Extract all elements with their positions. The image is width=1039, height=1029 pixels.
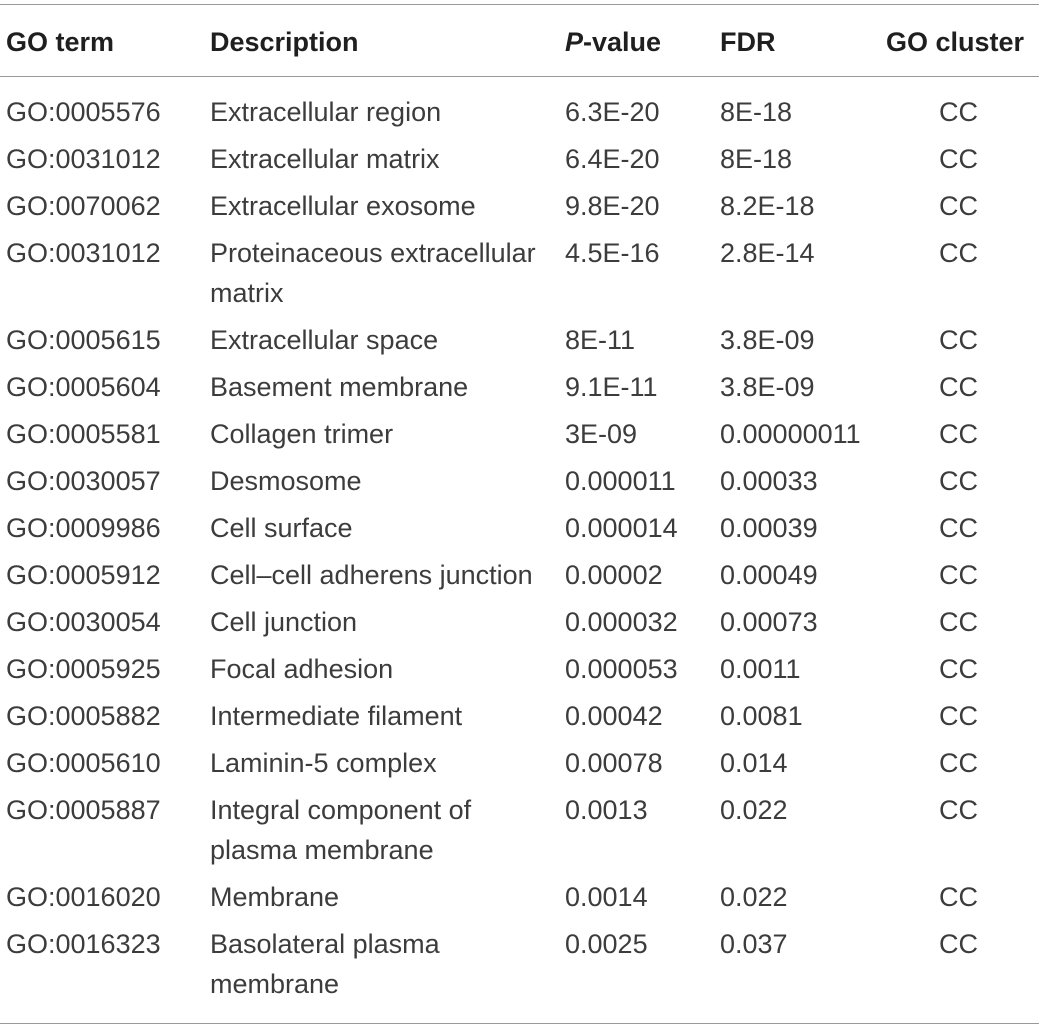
description-line: Basement membrane bbox=[210, 372, 469, 402]
fdr-cell: 8.2E-18 bbox=[720, 191, 815, 221]
table-row bbox=[0, 696, 1039, 736]
fdr-cell: 0.022 bbox=[720, 795, 788, 825]
description-line: Proteinaceous extracellular bbox=[210, 238, 536, 268]
header-go-cluster: GO cluster bbox=[886, 27, 1025, 57]
go-cluster-cell: CC bbox=[939, 607, 978, 637]
fdr-cell: 0.022 bbox=[720, 882, 788, 912]
description-line: Integral component of bbox=[210, 795, 472, 825]
go-cluster-cell: CC bbox=[939, 466, 978, 496]
go-cluster-cell: CC bbox=[939, 701, 978, 731]
description-cell bbox=[210, 696, 462, 736]
p-value-cell: 9.1E-11 bbox=[565, 372, 658, 402]
go-term-cell: GO:0016323 bbox=[6, 929, 161, 959]
table-row bbox=[0, 790, 1039, 870]
p-value-cell: 6.3E-20 bbox=[565, 97, 660, 127]
p-value-cell: 0.000032 bbox=[565, 607, 678, 637]
header-fdr: FDR bbox=[720, 27, 776, 57]
description-line: membrane bbox=[210, 969, 340, 999]
description-line: Extracellular exosome bbox=[210, 191, 476, 221]
description-cell bbox=[210, 877, 339, 917]
table-row bbox=[0, 233, 1039, 313]
description-cell bbox=[210, 414, 393, 454]
header-go-term: GO term bbox=[6, 27, 115, 57]
go-cluster-cell: CC bbox=[939, 882, 978, 912]
table-row bbox=[0, 877, 1039, 917]
p-value-cell: 0.00078 bbox=[565, 748, 663, 778]
fdr-cell: 0.00033 bbox=[720, 466, 818, 496]
go-term-cell: GO:0005610 bbox=[6, 748, 161, 778]
go-term-cell: GO:0009986 bbox=[6, 513, 161, 543]
table-row bbox=[0, 461, 1039, 501]
go-term-cell: GO:0005925 bbox=[6, 654, 161, 684]
go-term-cell: GO:0030054 bbox=[6, 607, 161, 637]
table-row bbox=[0, 508, 1039, 548]
p-value-cell: 0.0025 bbox=[565, 929, 648, 959]
table-row bbox=[0, 186, 1039, 226]
description-line: Laminin-5 complex bbox=[210, 748, 437, 778]
go-cluster-cell: CC bbox=[939, 144, 978, 174]
fdr-cell: 0.00000011 bbox=[720, 419, 861, 449]
description-cell bbox=[210, 233, 536, 313]
description-cell bbox=[210, 461, 362, 501]
header-p-value-rest: -value bbox=[583, 27, 662, 57]
description-cell bbox=[210, 186, 476, 226]
p-value-cell: 0.0013 bbox=[565, 795, 648, 825]
description-line: Focal adhesion bbox=[210, 654, 394, 684]
fdr-cell: 0.0011 bbox=[720, 654, 801, 684]
fdr-cell: 0.037 bbox=[720, 929, 788, 959]
p-value-cell: 0.00002 bbox=[565, 560, 663, 590]
description-line: Membrane bbox=[210, 882, 340, 912]
go-cluster-cell: CC bbox=[939, 748, 978, 778]
description-cell bbox=[210, 924, 440, 1004]
fdr-cell: 0.0081 bbox=[720, 701, 803, 731]
description-cell bbox=[210, 649, 393, 689]
go-cluster-cell: CC bbox=[939, 513, 978, 543]
description-line: Cell junction bbox=[210, 607, 358, 637]
description-line: Cell–cell adherens junction bbox=[210, 560, 533, 590]
description-line: Basolateral plasma bbox=[210, 929, 440, 959]
table-row bbox=[0, 555, 1039, 595]
table-row bbox=[0, 320, 1039, 360]
table-header-row bbox=[0, 0, 1039, 76]
go-term-cell: GO:0005615 bbox=[6, 325, 161, 355]
description-line: Desmosome bbox=[210, 466, 362, 496]
description-line: Cell surface bbox=[210, 513, 353, 543]
fdr-cell: 3.8E-09 bbox=[720, 325, 815, 355]
header-description: Description bbox=[210, 27, 359, 57]
description-line: matrix bbox=[210, 278, 284, 308]
p-value-cell: 9.8E-20 bbox=[565, 191, 660, 221]
fdr-cell: 0.00049 bbox=[720, 560, 818, 590]
description-line: Extracellular region bbox=[210, 97, 442, 127]
description-cell bbox=[210, 508, 353, 548]
fdr-cell: 8E-18 bbox=[720, 144, 793, 174]
description-line: Intermediate filament bbox=[210, 701, 463, 731]
fdr-cell: 8E-18 bbox=[720, 97, 793, 127]
p-value-cell: 3E-09 bbox=[565, 419, 638, 449]
go-cluster-cell: CC bbox=[939, 372, 978, 402]
p-value-cell: 0.000014 bbox=[565, 513, 678, 543]
description-cell bbox=[210, 602, 357, 642]
table-bottom-rule bbox=[0, 1023, 1039, 1024]
p-value-cell: 0.000053 bbox=[565, 654, 678, 684]
p-value-cell: 4.5E-16 bbox=[565, 238, 660, 268]
p-value-cell: 0.00042 bbox=[565, 701, 663, 731]
go-term-cell: GO:0030057 bbox=[6, 466, 161, 496]
go-term-cell: GO:0031012 bbox=[6, 144, 161, 174]
go-term-cell: GO:0016020 bbox=[6, 882, 161, 912]
go-term-cell: GO:0005912 bbox=[6, 560, 161, 590]
description-cell bbox=[210, 367, 468, 407]
table-row bbox=[0, 602, 1039, 642]
go-cluster-cell: CC bbox=[939, 795, 978, 825]
go-cluster-cell: CC bbox=[939, 97, 978, 127]
table-row bbox=[0, 367, 1039, 407]
fdr-cell: 3.8E-09 bbox=[720, 372, 815, 402]
go-cluster-cell: CC bbox=[939, 560, 978, 590]
description-cell bbox=[210, 320, 438, 360]
p-value-cell: 0.000011 bbox=[565, 466, 676, 496]
fdr-cell: 0.00073 bbox=[720, 607, 818, 637]
description-cell bbox=[210, 743, 437, 783]
p-value-cell: 6.4E-20 bbox=[565, 144, 660, 174]
p-value-cell: 8E-11 bbox=[565, 325, 636, 355]
go-cluster-cell: CC bbox=[939, 929, 978, 959]
go-cluster-cell: CC bbox=[939, 654, 978, 684]
fdr-cell: 2.8E-14 bbox=[720, 238, 815, 268]
description-cell bbox=[210, 555, 533, 595]
fdr-cell: 0.00039 bbox=[720, 513, 818, 543]
go-term-cell: GO:0005581 bbox=[6, 419, 161, 449]
description-cell bbox=[210, 790, 471, 870]
table-row bbox=[0, 743, 1039, 783]
description-cell bbox=[210, 92, 441, 132]
go-cluster-cell: CC bbox=[939, 191, 978, 221]
go-term-cell: GO:0005882 bbox=[6, 701, 161, 731]
go-term-cell: GO:0031012 bbox=[6, 238, 161, 268]
table-header-rule bbox=[0, 76, 1039, 77]
table-row bbox=[0, 92, 1039, 132]
go-term-cell: GO:0005604 bbox=[6, 372, 161, 402]
go-cluster-cell: CC bbox=[939, 325, 978, 355]
header-p-value bbox=[565, 22, 661, 62]
description-cell bbox=[210, 139, 440, 179]
go-term-cell: GO:0005576 bbox=[6, 97, 161, 127]
go-cluster-cell: CC bbox=[939, 419, 978, 449]
go-term-cell: GO:0005887 bbox=[6, 795, 161, 825]
table-row bbox=[0, 649, 1039, 689]
go-term-cell: GO:0070062 bbox=[6, 191, 161, 221]
description-line: Extracellular matrix bbox=[210, 144, 440, 174]
go-cluster-cell: CC bbox=[939, 238, 978, 268]
table-row bbox=[0, 414, 1039, 454]
description-line: plasma membrane bbox=[210, 835, 434, 865]
table-row bbox=[0, 139, 1039, 179]
table-row bbox=[0, 924, 1039, 1004]
p-value-cell: 0.0014 bbox=[565, 882, 648, 912]
description-line: Collagen trimer bbox=[210, 419, 394, 449]
header-p-value-italic: P bbox=[565, 27, 584, 57]
fdr-cell: 0.014 bbox=[720, 748, 788, 778]
description-line: Extracellular space bbox=[210, 325, 439, 355]
